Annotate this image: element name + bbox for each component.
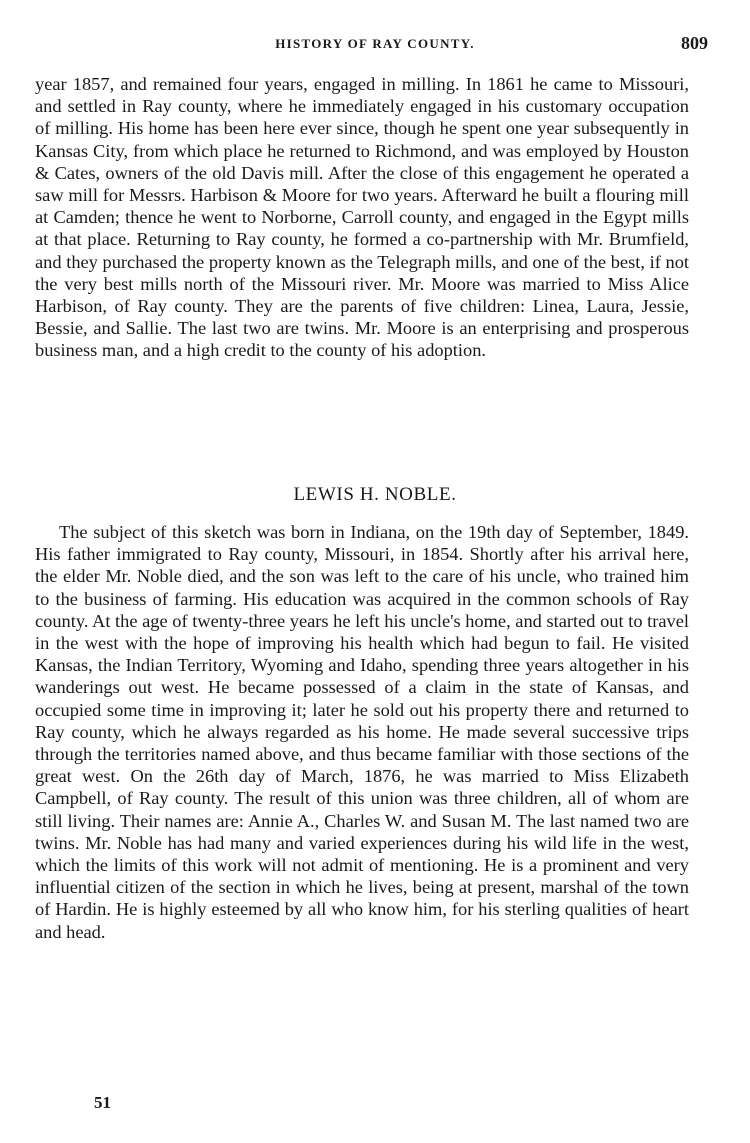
page-number: 809 [681, 33, 708, 53]
signature-mark: 51 [94, 1093, 111, 1112]
running-title: HISTORY OF RAY COUNTY. [275, 36, 475, 51]
biography-paragraph: The subject of this sketch was born in Indiana, on the 19th day of September, 1849. His father immigrated to Ray county, Missouri, in 1854. Shortly after his arrival here, the elder Mr. Noble died, and the son was left to the care of his uncle, who trained him to the business of farming. His education was acquired in the common schools of Ray county. At the age of twenty-three years he left his uncle's home, and started out to travel in the west with the hope of improving his health which had begun to fail. He visited Kansas, the Indian Territory, Wyoming and Idaho, spending three years altogether in his wanderings out west. He became possessed of a claim in the state of Kansas, and occupied some time in improving it; later he sold out his property there and returned to Ray county, which he always regarded as his home. He made several successive trips through the territories named above, and thus became familiar with those sections of the great west. On the 26th day of March, 1876, he was married to Miss Elizabeth Campbell, of Ray county. The result of this union was three children, all of whom are still living. Their names are: Annie A., Charles W. and Susan M. The last named two are twins. Mr. Noble has had many and varied experiences during his wild life in the west, which the limits of this work will not admit of mentioning. He is a prominent and very influential citizen of the section in which he lives, being at present, marshal of the town of Hardin. He is highly esteemed by all who know him, for his sterling qualities of heart and head. [35, 522, 689, 942]
running-head [0, 33, 750, 55]
continuation-paragraph: year 1857, and remained four years, engaged in milling. In 1861 he came to Missouri, and settled in Ray county, where he immediately engaged in his customary occupation of milling. His home has been here ever since, though he spent one year subsequently in Kansas City, from which place he returned to Richmond, and was employed by Houston & Cates, owners of the old Davis mill. After the close of this engagement he operated a saw mill for Messrs. Harbison & Moore for two years. Afterward he built a flouring mill at Camden; thence he went to Norborne, Carroll county, and engaged in the Egypt mills at that place. Returning to Ray county, he formed a co-partnership with Mr. Brumfield, and they purchased the property known as the Telegraph mills, and one of the best, if not the very best mills north of the Missouri river. Mr. Moore was married to Miss Alice Harbison, of Ray county. They are the parents of five children: Linea, Laura, Jessie, Bessie, and Sallie. The last two are twins. Mr. Moore is an enterprising and prosperous business man, and a high credit to the county of his adoption. [35, 74, 689, 361]
biography-heading: LEWIS H. NOBLE. [293, 484, 457, 505]
